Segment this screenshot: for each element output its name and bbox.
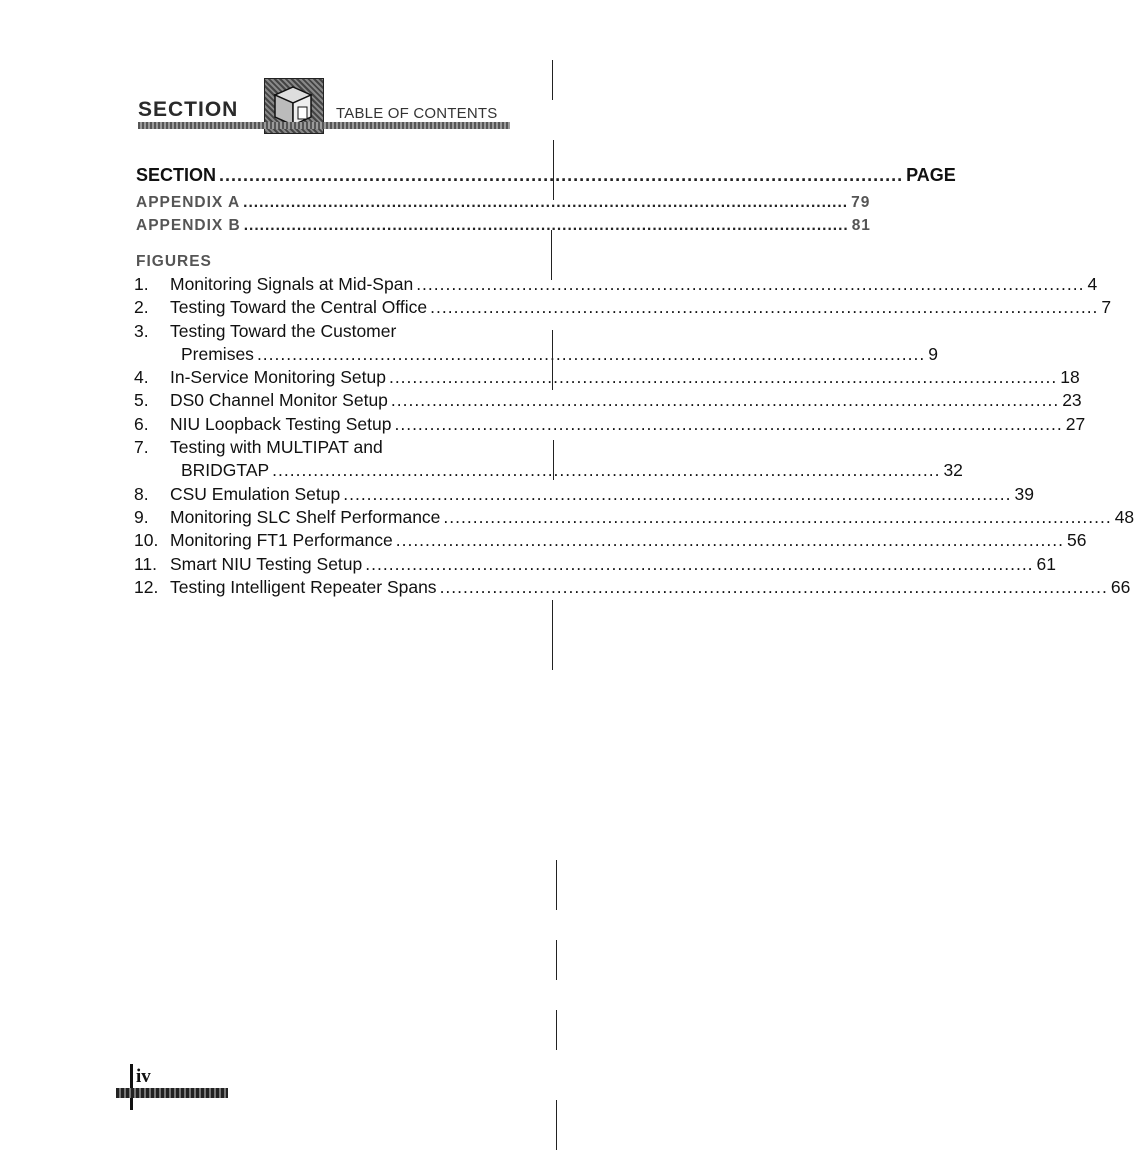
figure-entry-body (170, 576, 1130, 599)
dot-leader (443, 506, 1111, 529)
figure-entry-body (170, 413, 1085, 436)
figure-title: Testing with MULTIPAT and (170, 437, 383, 458)
toc-entry-figure[interactable] (134, 413, 1086, 436)
figure-title: DS0 Channel Monitor Setup (170, 390, 388, 411)
figure-title: Monitoring Signals at Mid-Span (170, 274, 414, 294)
figure-title-line (170, 529, 1086, 552)
figure-title-line (170, 483, 1034, 506)
dot-leader (272, 459, 940, 482)
figure-title-line (170, 553, 1056, 576)
dot-leader (257, 343, 925, 366)
scan-edge-line (552, 60, 553, 100)
figure-title: Testing Toward the Customer (170, 320, 397, 341)
figure-title: Monitoring FT1 Performance (170, 530, 393, 551)
figure-title: Monitoring SLC Shelf Performance (170, 506, 441, 527)
figure-title: CSU Emulation Setup (170, 483, 341, 504)
figure-number: 1. (134, 274, 149, 294)
figure-page: 9 (928, 343, 938, 364)
figure-title-line (170, 413, 1085, 436)
scan-edge-line (552, 330, 553, 390)
figure-title-line (170, 436, 963, 459)
figure-page: 61 (1036, 553, 1057, 574)
figure-title-line (170, 320, 938, 343)
dot-leader (430, 296, 1098, 319)
figure-entry-body (170, 483, 1034, 506)
dot-leader (219, 164, 903, 187)
page-number-tick (130, 1064, 133, 1110)
figure-page: 27 (1065, 413, 1086, 434)
entry-title: APPENDIX B (136, 217, 241, 234)
toc-entry-appendix-a[interactable] (136, 191, 871, 214)
dot-leader (391, 389, 1059, 412)
dot-leader (416, 273, 1084, 296)
dot-leader (343, 483, 1011, 506)
toc-entry-figure[interactable] (134, 296, 1112, 319)
toc-entry-figure[interactable] (134, 320, 938, 367)
figure-page: 66 (1110, 576, 1131, 597)
toc-entry-figure[interactable] (134, 483, 1034, 506)
dot-leader (394, 413, 1062, 436)
figure-title-continuation-line (170, 459, 963, 482)
dot-leader (243, 191, 848, 214)
figure-page: 7 (1101, 297, 1112, 318)
figure-number: 11. (134, 553, 158, 574)
dot-leader (365, 553, 1033, 576)
figure-title: NIU Loopback Testing Setup (170, 413, 392, 434)
dot-leader (440, 576, 1108, 599)
figure-page: 18 (1060, 367, 1080, 388)
figure-number: 4. (134, 367, 149, 388)
figure-number: 6. (134, 413, 149, 434)
figure-number: 8. (134, 483, 149, 504)
toc-entry-figure[interactable] (134, 366, 1080, 389)
figure-title: In-Service Monitoring Setup (170, 367, 386, 388)
figure-number: 12. (134, 576, 159, 597)
figure-number: 5. (134, 390, 149, 411)
scan-edge-line (552, 600, 553, 670)
figure-title-line (170, 366, 1080, 389)
figure-number: 9. (134, 506, 149, 527)
figure-entry-body (170, 296, 1111, 319)
scan-edge-line (551, 230, 552, 280)
scan-edge-line (556, 1100, 557, 1150)
scan-edge-line (553, 440, 554, 480)
entry-page: 81 (851, 217, 871, 234)
page-column-label: PAGE (906, 165, 956, 185)
figure-number: 7. (134, 437, 149, 458)
entry-title: APPENDIX A (136, 194, 241, 211)
header-rule (138, 122, 510, 129)
dot-leader (389, 366, 1057, 389)
figure-number: 2. (134, 297, 149, 318)
figure-title: Testing Toward the Central Office (170, 297, 428, 318)
toc-entry-figure[interactable] (134, 389, 1082, 412)
figure-title-line (170, 296, 1111, 319)
section-label: SECTION (138, 98, 239, 121)
figure-title-continuation-line (170, 343, 938, 366)
figure-page: 48 (1114, 506, 1134, 527)
figure-page: 23 (1062, 390, 1082, 411)
figure-page: 32 (943, 460, 963, 481)
toc-entry-figure[interactable] (134, 436, 963, 483)
figure-title-line (170, 273, 1097, 296)
figure-entry-body (170, 506, 1134, 529)
figure-title-continuation: Premises (181, 343, 254, 364)
scan-edge-line (556, 940, 557, 980)
page-number-bar (116, 1088, 228, 1098)
toc-column-header (136, 164, 956, 187)
figure-page: 56 (1067, 530, 1087, 551)
section-header (138, 78, 510, 134)
figures-heading: FIGURES (136, 253, 212, 270)
table-of-contents-label: TABLE OF CONTENTS (336, 105, 498, 122)
figure-page: 39 (1014, 483, 1034, 504)
scan-edge-line (556, 1010, 557, 1050)
figure-entry-body (170, 366, 1080, 389)
figure-entry-body (170, 320, 938, 367)
figure-title-continuation: BRIDGTAP (181, 460, 270, 481)
figure-number: 10. (134, 530, 159, 551)
section-column-label: SECTION (136, 165, 217, 185)
toc-entry-figure[interactable] (134, 273, 1098, 296)
toc-entry-figure[interactable] (134, 576, 1131, 599)
figure-title-line (170, 506, 1134, 529)
figure-title-line (170, 389, 1082, 412)
figure-entry-body (170, 436, 963, 483)
figure-number: 3. (134, 320, 149, 341)
figure-entry-body (170, 273, 1097, 296)
scan-edge-line (553, 140, 554, 200)
figure-entry-body (170, 553, 1056, 576)
figure-title-line (170, 576, 1130, 599)
toc-entry-figure[interactable] (134, 553, 1057, 576)
figure-title: Smart NIU Testing Setup (170, 553, 363, 574)
toc-entry-appendix-b[interactable] (136, 214, 871, 237)
figure-title: Testing Intelligent Repeater Spans (170, 576, 437, 597)
figure-entry-body (170, 389, 1082, 412)
scan-edge-line (556, 860, 557, 910)
toc-entry-figure[interactable] (134, 506, 1134, 529)
page-number: iv (136, 1066, 151, 1087)
figure-page: 4 (1087, 274, 1098, 294)
figure-entry-body (170, 529, 1086, 552)
figures-list (134, 273, 1134, 599)
entry-page: 79 (851, 194, 871, 211)
dot-leader (244, 214, 849, 237)
dot-leader (396, 529, 1064, 552)
toc-entry-figure[interactable] (134, 529, 1087, 552)
table-of-contents (134, 164, 1134, 599)
